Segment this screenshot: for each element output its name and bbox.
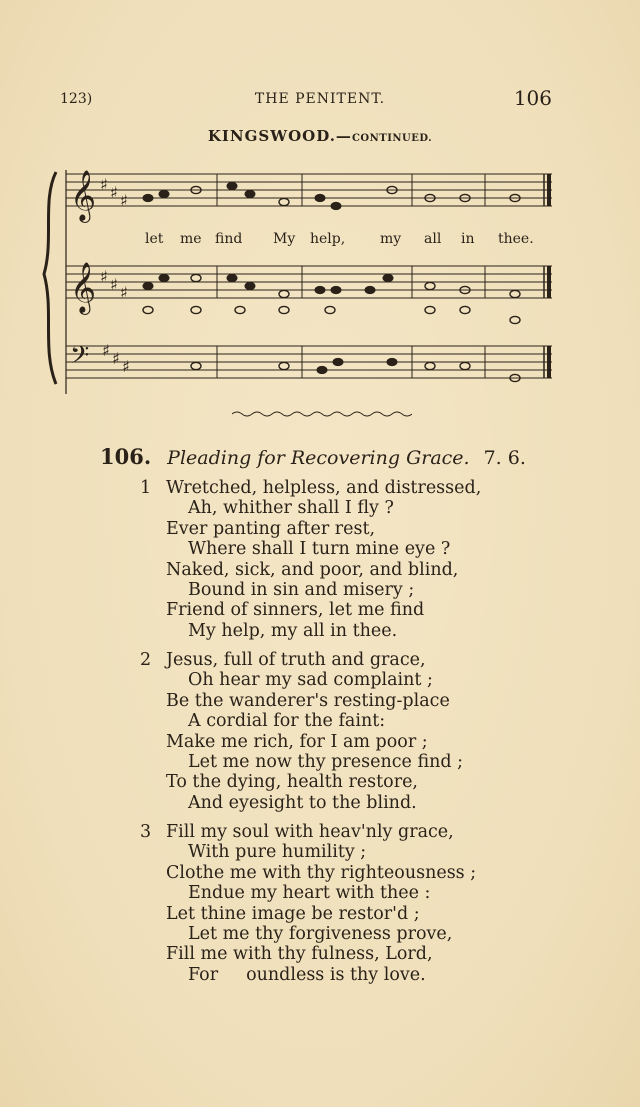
tune-title: [0, 127, 640, 145]
hymn-title: Pleading for Recovering Grace.: [167, 447, 470, 469]
bass-clef: 𝄢: [70, 341, 90, 376]
hymn-meter: 7. 6.: [483, 447, 526, 469]
system-brace: [44, 172, 56, 384]
svg-text:♯: ♯: [110, 275, 118, 294]
book-page: 123) THE PENITENT. 106 KINGSWOOD.—CONTINUED. 𝄞 ♯ ♯ ♯ 𝄞 ♯ ♯ ♯ 𝄢 ♯ ♯ ♯ let me find My help, my all in thee. 106. Pleading for Recovering Grace. 7. 6. 1 Wretched, helpless, and distressed, Ah, whither shall I fly ? Ever panting after rest, Where shall I turn mine eye ? Naked, sick, and poor, and blind, Bound in sin and misery ; Friend of sinners, let me find My help, my all in thee. 2 Jesus, full of truth and grace, Oh hear my sad complaint ; Be the wanderer's resting-place A cordial for the faint: Make me rich, for I am poor ; Let me now thy presence find ; To the dying, health restore, And eyesight to the blind. 3 Fill my soul with heav'nly grace, With pure humility ; Clothe me with thy righteousness ; Endue my heart with thee : Let thine image be restor'd ; Let me thy forgiveness prove, Fill me with thy fulness, Lord, For oundless is thy love.: [0, 0, 640, 1107]
svg-text:♯: ♯: [122, 357, 130, 376]
svg-text:♯: ♯: [100, 175, 108, 194]
verse-2: 2 Jesus, full of truth and grace, Oh hear my sad complaint ; Be the wanderer's resting-place A cordial for the faint: Make me rich, for I am poor ; Let me now thy presence find ; To the dying, health restore, And eyesight to the blind.: [140, 650, 464, 813]
svg-text:♯: ♯: [100, 267, 108, 286]
running-head-title: THE PENITENT.: [254, 91, 386, 107]
verse-3: 3 Fill my soul with heav'nly grace, With pure humility ; Clothe me with thy righteousness ; Endue my heart with thee : Let thine image be restor'd ; Let me thy forgiveness prove, Fill me with thy fulness, Lord, For oundless is thy love.: [140, 822, 477, 985]
music-score: [40, 160, 570, 400]
svg-text:♯: ♯: [120, 191, 128, 210]
svg-text:♯: ♯: [110, 183, 118, 202]
verse-1: 1 Wretched, helpless, and distressed, Ah, whither shall I fly ? Ever panting after rest, Where shall I turn mine eye ? Naked, sick, and poor, and blind, Bound in sin and misery ; Friend of sinners, let me find My help, my all in thee.: [140, 478, 482, 641]
treble-clef-2: 𝄞: [70, 262, 97, 313]
svg-text:♯: ♯: [102, 341, 110, 360]
bass-staff: [66, 346, 552, 378]
svg-text:♯: ♯: [120, 283, 128, 302]
hymn-heading: [100, 444, 526, 469]
hymn-number: 106.: [100, 444, 152, 469]
page-number: 106: [513, 86, 552, 110]
ornamental-rule: [232, 410, 412, 418]
svg-text:♯: ♯: [112, 349, 120, 368]
tune-name: KINGSWOOD.—: [207, 127, 352, 145]
tune-continued: CONTINUED.: [351, 133, 433, 144]
running-head-left: 123): [60, 91, 93, 107]
treble-staff-2: [66, 266, 552, 298]
treble-clef-1: 𝄞: [70, 170, 97, 221]
treble-staff-1: [66, 174, 552, 206]
